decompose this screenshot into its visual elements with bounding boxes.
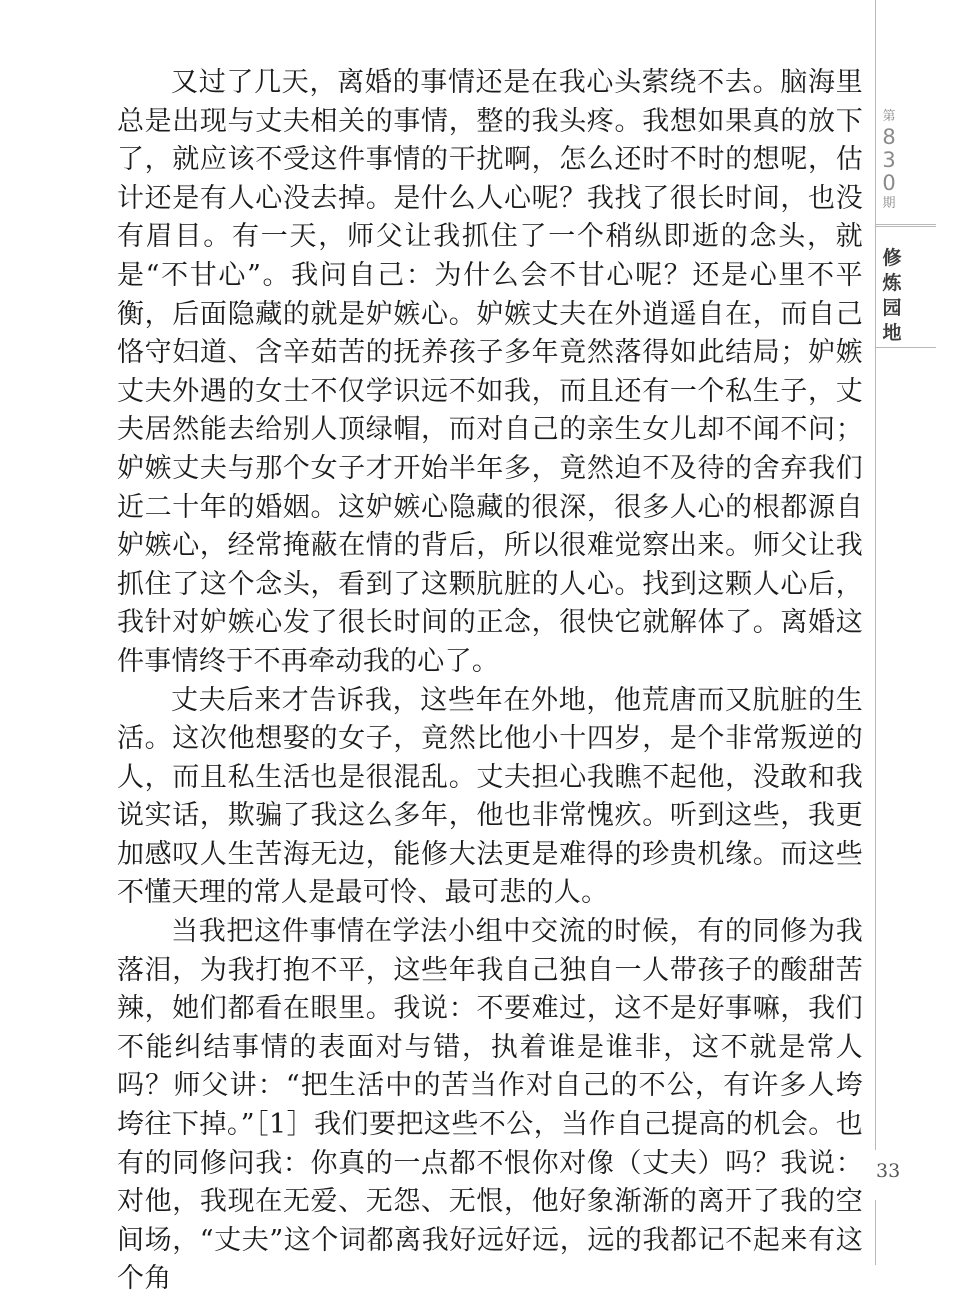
issue-prefix: 第 — [882, 109, 896, 124]
column-title-char: 地 — [882, 322, 902, 344]
issue-suffix: 期 — [882, 196, 896, 211]
column-title-char: 炼 — [882, 272, 902, 294]
column-title — [876, 246, 908, 346]
paragraph: 又过了几天，离婚的事情还是在我心头萦绕不去。脑海里总是出现与丈夫相关的事情，整的我头疼。我想如果真的放下了，就应该不受这件事情的干扰啊，怎么还时不时的想呢，估计还是有人心没去掉。是什么人心呢？我找了很长时间，也没有眉目。有一天，师父让我抓住了一个稍纵即逝的念头，就是“不甘心”。我问自己：为什么会不甘心呢？还是心里不平衡，后面隐藏的就是妒嫉心。妒嫉丈夫在外逍遥自在，而自己恪守妇道、含辛茹苦的抚养孩子多年竟然落得如此结局；妒嫉丈夫外遇的女士不仅学识远不如我，而且还有一个私生子，丈夫居然能去给别人顶绿帽，而对自己的亲生女儿却不闻不问；妒嫉丈夫与那个女子才开始半年多，竟然迫不及待的舍弃我们近二十年的婚姻。这妒嫉心隐藏的很深，很多人心的根都源自妒嫉心，经常掩蔽在情的背后，所以很难觉察出来。师父让我抓住了这个念头，看到了这颗肮脏的人心。找到这颗人心后，我针对妒嫉心发了很长时间的正念，很快它就解体了。离婚这件事情终于不再牵动我的心了。 — [117, 67, 863, 677]
paragraph: 丈夫后来才告诉我，这些年在外地，他荒唐而又肮脏的生活。这次他想娶的女子，竟然比他小十四岁，是个非常叛逆的人，而且私生活也是很混乱。丈夫担心我瞧不起他，没敢和我说实话，欺骗了我这么多年，他也非常愧疚。听到这些，我更加感叹人生苦海无边，能修大法更是难得的珍贵机缘。而这些不懂天理的常人是最可怜、最可悲的人。 — [117, 684, 863, 909]
article-body — [117, 64, 863, 1299]
issue-digit: 0 — [882, 171, 896, 195]
page-number: 33 — [876, 1160, 901, 1182]
sidebar-divider-line-bottom — [875, 1200, 876, 1265]
column-title-char: 修 — [882, 247, 902, 269]
issue-digit: 8 — [882, 125, 896, 149]
issue-number-label — [876, 108, 902, 213]
column-title-char: 园 — [882, 297, 902, 319]
paragraph: 当我把这件事情在学法小组中交流的时候，有的同修为我落泪，为我打抱不平，这些年我自己独自一人带孩子的酸甜苦辣，她们都看在眼里。我说：不要难过，这不是好事嘛，我们不能纠结事情的表面对与错，执着谁是谁非，这不就是常人吗？师父讲：“把生活中的苦当作对自己的不公，有许多人垮垮往下掉。”［1］我们要把这些不公，当作自己提高的机会。也有的同修问我：你真的一点都不恨你对像（丈夫）吗？我说：对他，我现在无爱、无怨、无恨，他好象渐渐的离开了我的空间场，“丈夫”这个词都离我好远好远，远的我都记不起来有这个角 — [117, 916, 863, 1295]
issue-digit: 3 — [882, 148, 896, 172]
